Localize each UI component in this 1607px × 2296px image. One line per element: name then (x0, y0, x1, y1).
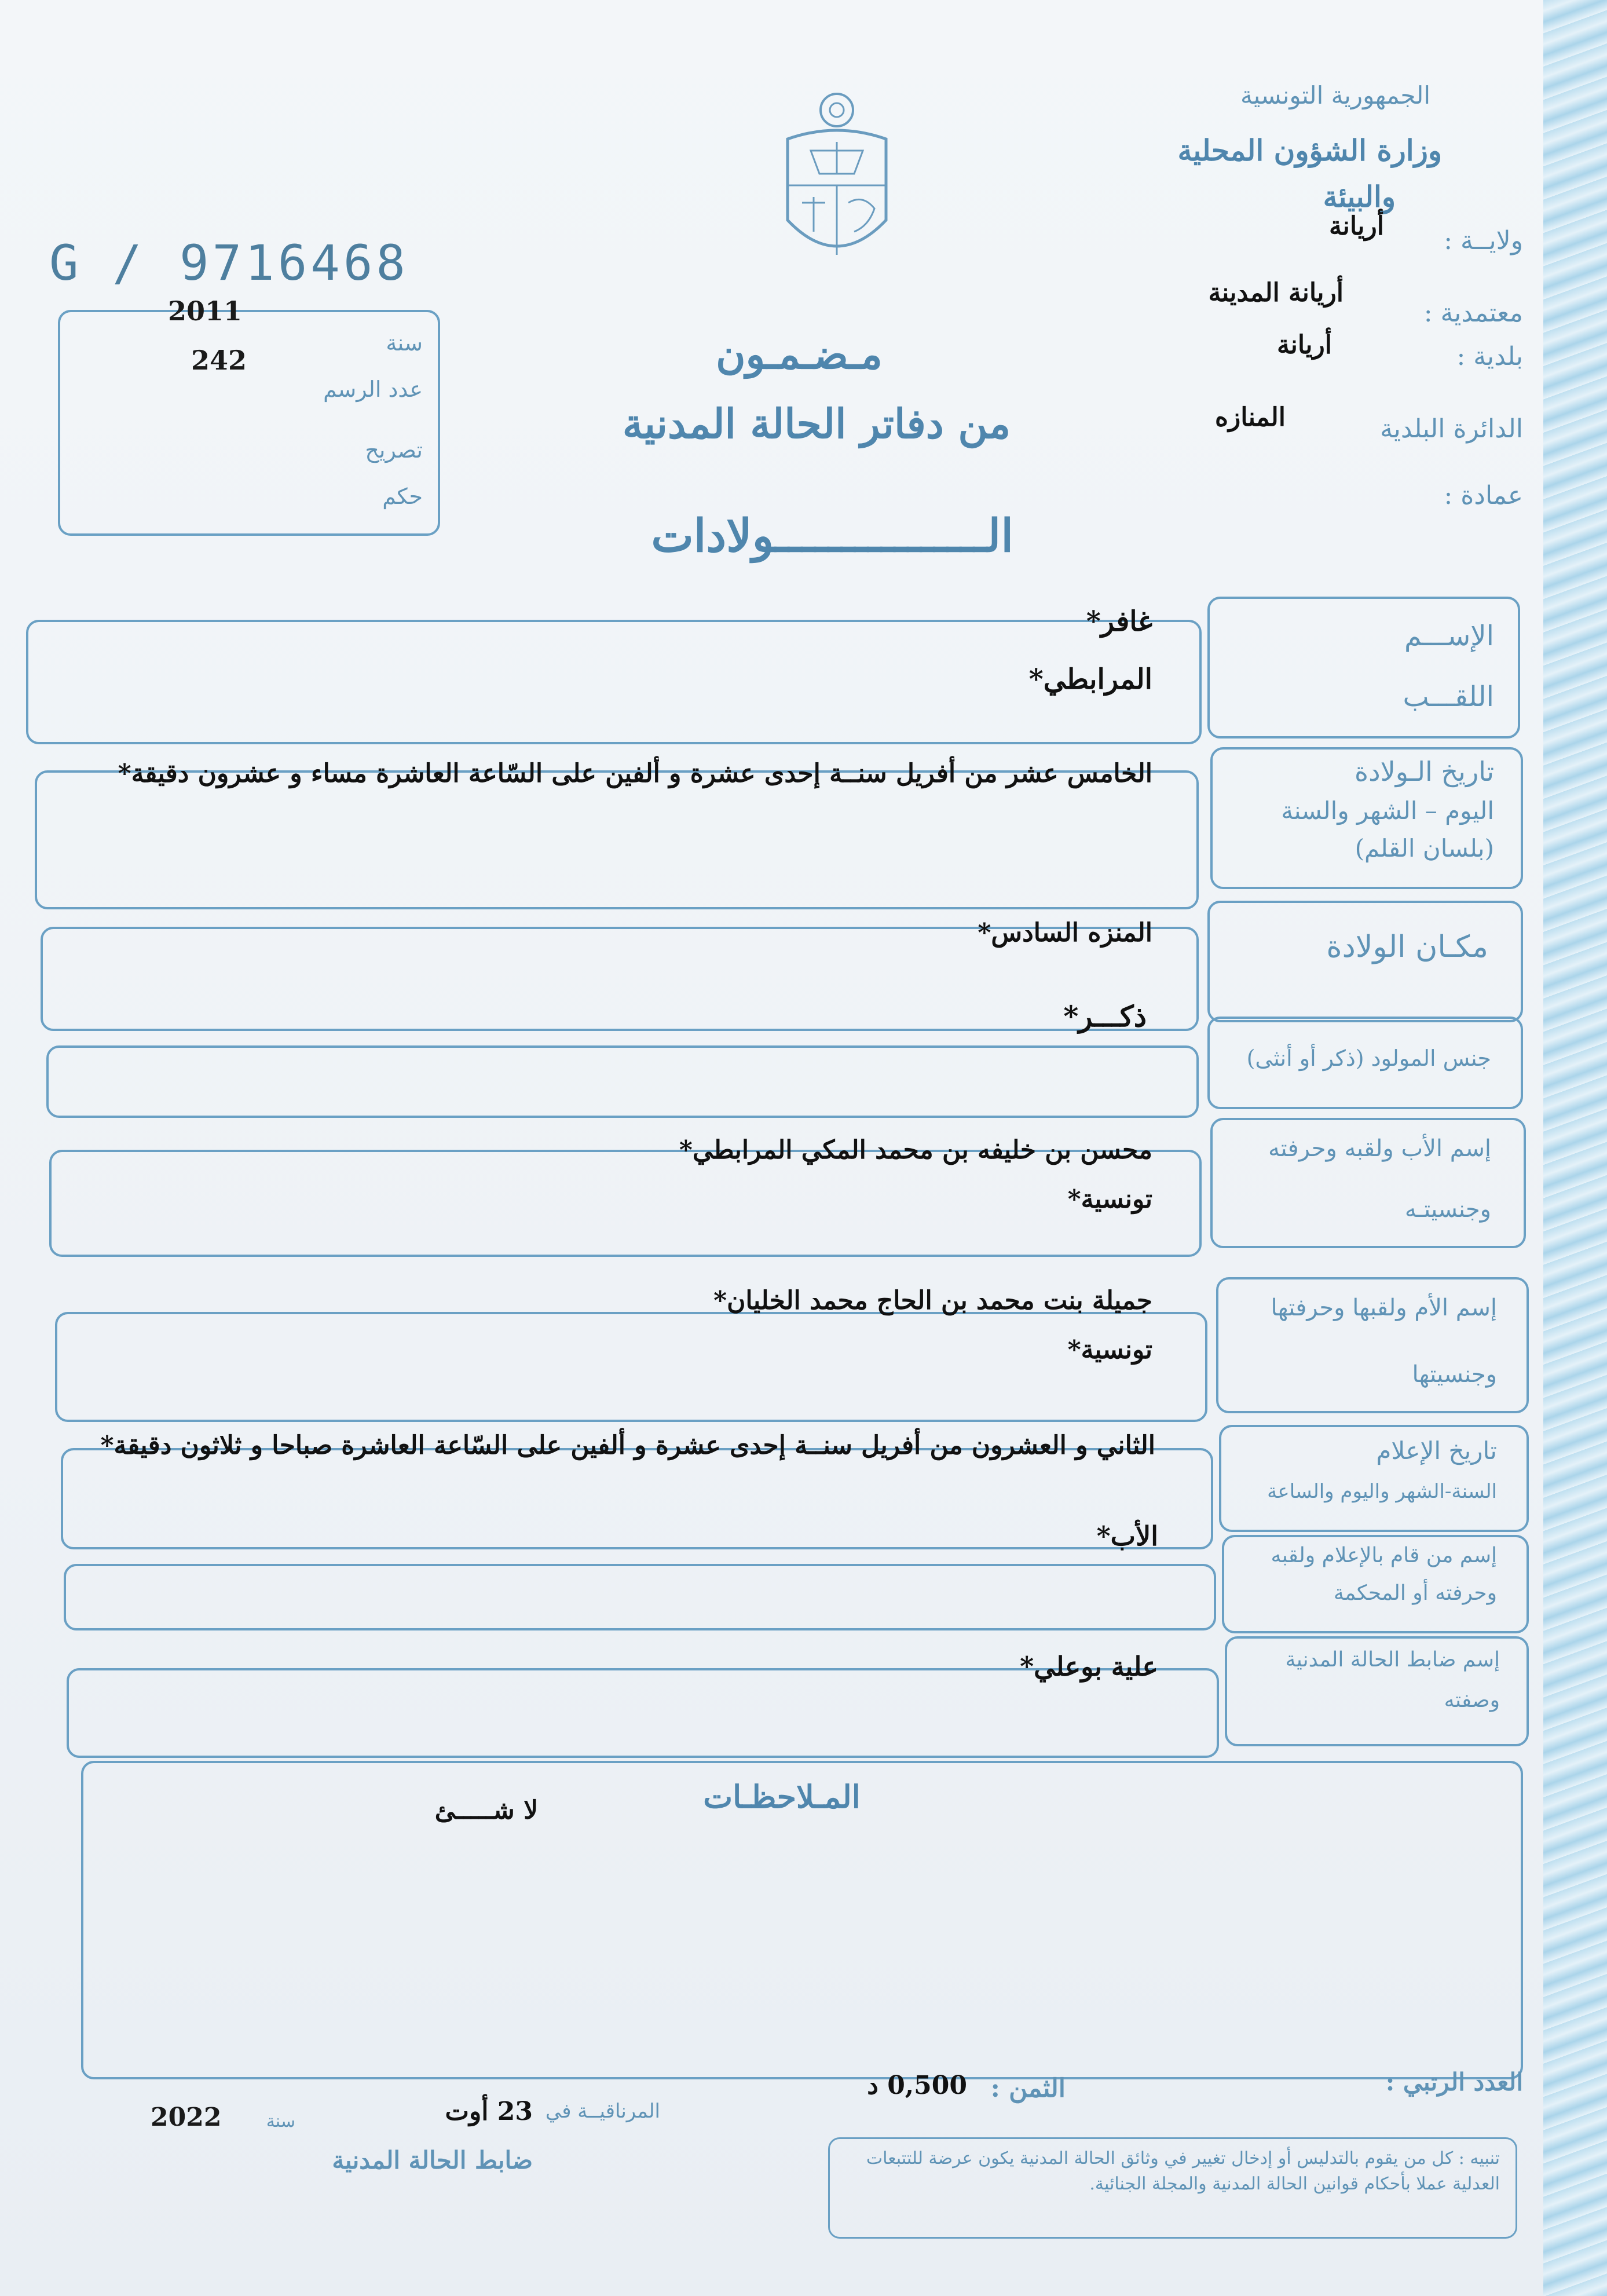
delegation-label: معتمدية : (1423, 298, 1523, 328)
footer-place-label: المرناقيــة في (545, 2100, 660, 2123)
remarks-title: المـلاحظـات (703, 1778, 861, 1815)
remarks-value: لا شـــــئ (434, 1796, 539, 1825)
footer-price-value: 0,500 د (867, 2071, 967, 2100)
footer-serial-label: العدد الرتبي : (1385, 2068, 1523, 2096)
municipality-value: أريانة (1277, 330, 1332, 360)
wilaya-label: ولايــة : (1444, 226, 1523, 255)
municipality-label: بلدية : (1456, 342, 1523, 371)
father-label: إسم الأب ولقبه وحرفته (1268, 1135, 1491, 1162)
registry-year-label: سنة (386, 330, 423, 356)
birthplace-label: مكـان الولادة (1326, 930, 1488, 964)
registry-judgment-label: حكم (382, 484, 423, 509)
row-birthdate-value-box (35, 770, 1199, 909)
title-line3: الــــــــــــــــولادات (651, 510, 1013, 562)
registry-number-value: 242 (191, 345, 247, 376)
mother-nationality-value: تونسية* (1067, 1335, 1152, 1365)
officer-sub-label: وصفته (1444, 1688, 1500, 1712)
father-nationality-value: تونسية* (1067, 1184, 1152, 1214)
first-name-value: غافر* (1086, 605, 1152, 638)
gender-value: ذكـــر* (1063, 999, 1147, 1033)
title-line1: مـضـمـون (716, 330, 883, 378)
declaration-date-sub-label: السنة-الشهر واليوم والساعة (1267, 1480, 1497, 1503)
row-mother-value-box (55, 1312, 1207, 1422)
footer-year-value: 2022 (151, 2103, 222, 2132)
birthdate-label: تاريخ الـولادة (1354, 756, 1494, 787)
omada-label: عمادة : (1444, 481, 1523, 510)
gender-label: جنس المولود (ذكر أو أنثى) (1246, 1045, 1491, 1071)
mother-value: جميلة بنت محمد بن الحاج محمد الخليان* (713, 1286, 1152, 1315)
declarant-label: إسم من قام بالإعلام ولقبه (1271, 1544, 1497, 1567)
declaration-date-value: الثاني و العشرون من أفريل سنــة إحدى عشرة و ألفين على السّاعة العاشرة صباحا و ثلاثون دقيقة* (100, 1431, 1155, 1460)
row-declarant-value-box (64, 1564, 1216, 1630)
serial-number: 9716468 (180, 235, 409, 291)
mother-nationality-label: وجنسيتها (1412, 1361, 1497, 1388)
birthdate-sub-label: اليوم – الشهر والسنة (1281, 796, 1494, 825)
district-value: المنازه (1214, 403, 1286, 432)
surname-label: اللقـــب (1403, 681, 1494, 713)
mother-label: إسم الأم ولقبها وحرفتها (1271, 1295, 1497, 1321)
wilaya-value: أريانة (1329, 211, 1384, 241)
row-gender-value-box (46, 1045, 1199, 1118)
birthdate-pen-label: (بلسان القلم) (1355, 834, 1494, 862)
declaration-date-label: تاريخ الإعلام (1376, 1436, 1497, 1465)
father-value: محسن بن خليفه بن محمد المكي المرابطي* (679, 1135, 1152, 1165)
district-label: الدائرة البلدية (1380, 414, 1523, 444)
row-name-label-box (1207, 597, 1520, 738)
birthdate-value: الخامس عشر من أفريل سنــة إحدى عشرة و ألفين على السّاعة العاشرة مساء و عشرون دقيقة* (118, 759, 1152, 788)
footer-date-value: 23 أوت (445, 2097, 533, 2126)
delegation-value: أريانة المدينة (1208, 278, 1344, 308)
ministry-label-line1: وزارة الشؤون المحلية (1177, 133, 1442, 167)
footer-year-label: سنة (266, 2111, 295, 2132)
registry-year-value: 2011 (168, 295, 243, 327)
officer-label: إسم ضابط الحالة المدنية (1285, 1648, 1500, 1672)
surname-value: المرابطي* (1028, 663, 1152, 696)
coat-of-arms-emblem (776, 87, 898, 278)
officer-value: علية بوعلي* (1020, 1651, 1158, 1682)
notice-text: تنبيه : كل من يقوم بالتدليس أو إدخال تغيير في وثائق الحالة المدنية يكون عرضة للتتبعات العدلية عملا بأحكام قوانين الحالة المدنية والمجلة الجنائية. (866, 2148, 1500, 2194)
first-name-label: الإســـم (1404, 620, 1494, 652)
declarant-sub-label: وحرفته أو المحكمة (1333, 1581, 1497, 1605)
declarant-value: الأب* (1096, 1520, 1158, 1552)
title-line2: من دفاتر الحالة المدنية (622, 400, 1011, 448)
birthplace-value: المنزه السادس* (978, 918, 1152, 948)
serial-prefix: G / (49, 235, 144, 291)
security-border (1543, 0, 1607, 2296)
ministry-label-line2: والبيئة (1323, 180, 1396, 214)
registry-number-label: عدد الرسم (323, 376, 423, 402)
registry-declaration-label: تصريح (365, 437, 423, 463)
footer-price-label: الثمن : (990, 2074, 1066, 2103)
father-nationality-label: وجنسيتـه (1404, 1196, 1491, 1223)
footer-officer-label: ضابط الحالة المدنية (332, 2146, 533, 2174)
republic-label: الجمهورية التونسية (1240, 81, 1430, 109)
